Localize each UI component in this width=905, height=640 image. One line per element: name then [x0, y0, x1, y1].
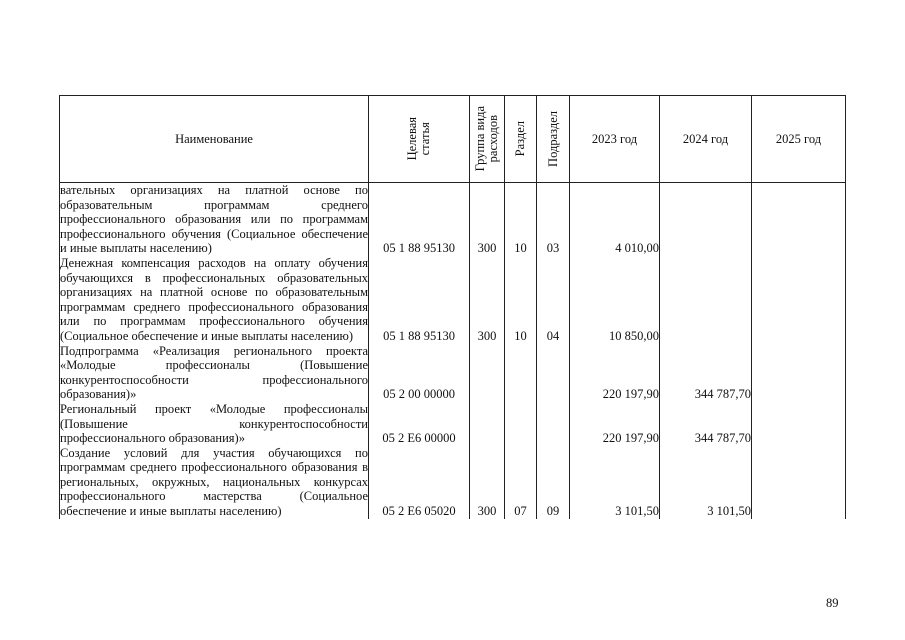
row-amount-2024: 3 101,50 [660, 446, 752, 519]
row-amount-2025 [752, 402, 846, 446]
table-row [60, 402, 846, 446]
header-subsection: Подраздел [537, 96, 570, 183]
header-2023: 2023 год [570, 96, 660, 183]
row-target-article: 05 2 E6 00000 [369, 402, 470, 446]
page-number: 89 [826, 596, 839, 610]
header-2025: 2025 год [752, 96, 846, 183]
row-expense-group: 300 [470, 256, 505, 344]
header-target-article: Целевая статья [369, 96, 470, 183]
row-expense-group: 300 [470, 446, 505, 519]
row-name: Денежная компенсация расходов на оплату обучения обучающихся в профессиональных образовательных организациях на платной основе по образовательным программам среднего профессионального образования или по программам профессионального обучения (Социальное обеспечение и иные выплаты населению) [60, 255, 368, 343]
row-amount-2024: 344 787,70 [660, 344, 752, 402]
row-target-article: 05 1 88 95130 [369, 183, 470, 256]
row-subsection [537, 344, 570, 402]
row-amount-2023: 220 197,90 [570, 402, 660, 446]
row-amount-2023: 4 010,00 [570, 183, 660, 256]
row-section [505, 344, 537, 402]
budget-table [59, 95, 846, 519]
row-name: Подпрограмма «Реализация регионального проекта «Молодые профессионалы (Повышение конкурентоспособности профессионального образования)» [60, 343, 368, 402]
row-name: вательных организациях на платной основе по образовательным программам среднего профессионального образования или по программам профессионального обучения (Социальное обеспечение и иные выплаты населению) [60, 183, 368, 256]
table-header-row [60, 96, 846, 183]
table-row [60, 446, 846, 519]
row-section: 10 [505, 256, 537, 344]
row-amount-2024 [660, 256, 752, 344]
header-2024: 2024 год [660, 96, 752, 183]
row-amount-2023: 10 850,00 [570, 256, 660, 344]
row-section: 10 [505, 183, 537, 256]
header-section: Раздел [505, 96, 537, 183]
row-amount-2025 [752, 446, 846, 519]
row-target-article: 05 1 88 95130 [369, 256, 470, 344]
row-expense-group: 300 [470, 183, 505, 256]
table-row [60, 183, 846, 256]
header-name: Наименование [60, 96, 369, 183]
row-amount-2024 [660, 183, 752, 256]
row-subsection [537, 402, 570, 446]
row-target-article: 05 2 00 00000 [369, 344, 470, 402]
row-amount-2025 [752, 256, 846, 344]
row-amount-2024: 344 787,70 [660, 402, 752, 446]
row-target-article: 05 2 E6 05020 [369, 446, 470, 519]
table-row [60, 344, 846, 402]
row-name: Региональный проект «Молодые профессионалы (Повышение конкурентоспособности профессионального образования)» [60, 401, 368, 446]
row-subsection: 03 [537, 183, 570, 256]
row-subsection: 04 [537, 256, 570, 344]
row-subsection: 09 [537, 446, 570, 519]
row-expense-group [470, 402, 505, 446]
header-expense-group: Группа вида расходов [470, 96, 505, 183]
table-row [60, 256, 846, 344]
row-amount-2023: 3 101,50 [570, 446, 660, 519]
row-amount-2025 [752, 344, 846, 402]
row-expense-group [470, 344, 505, 402]
row-amount-2023: 220 197,90 [570, 344, 660, 402]
row-name: Создание условий для участия обучающихся по программам среднего профессионального образования в региональных, окружных, национальных конкурсах профессионального мастерства (Социальное обеспечение и иные выплаты населению) [60, 445, 368, 519]
row-section [505, 402, 537, 446]
row-section: 07 [505, 446, 537, 519]
row-amount-2025 [752, 183, 846, 256]
